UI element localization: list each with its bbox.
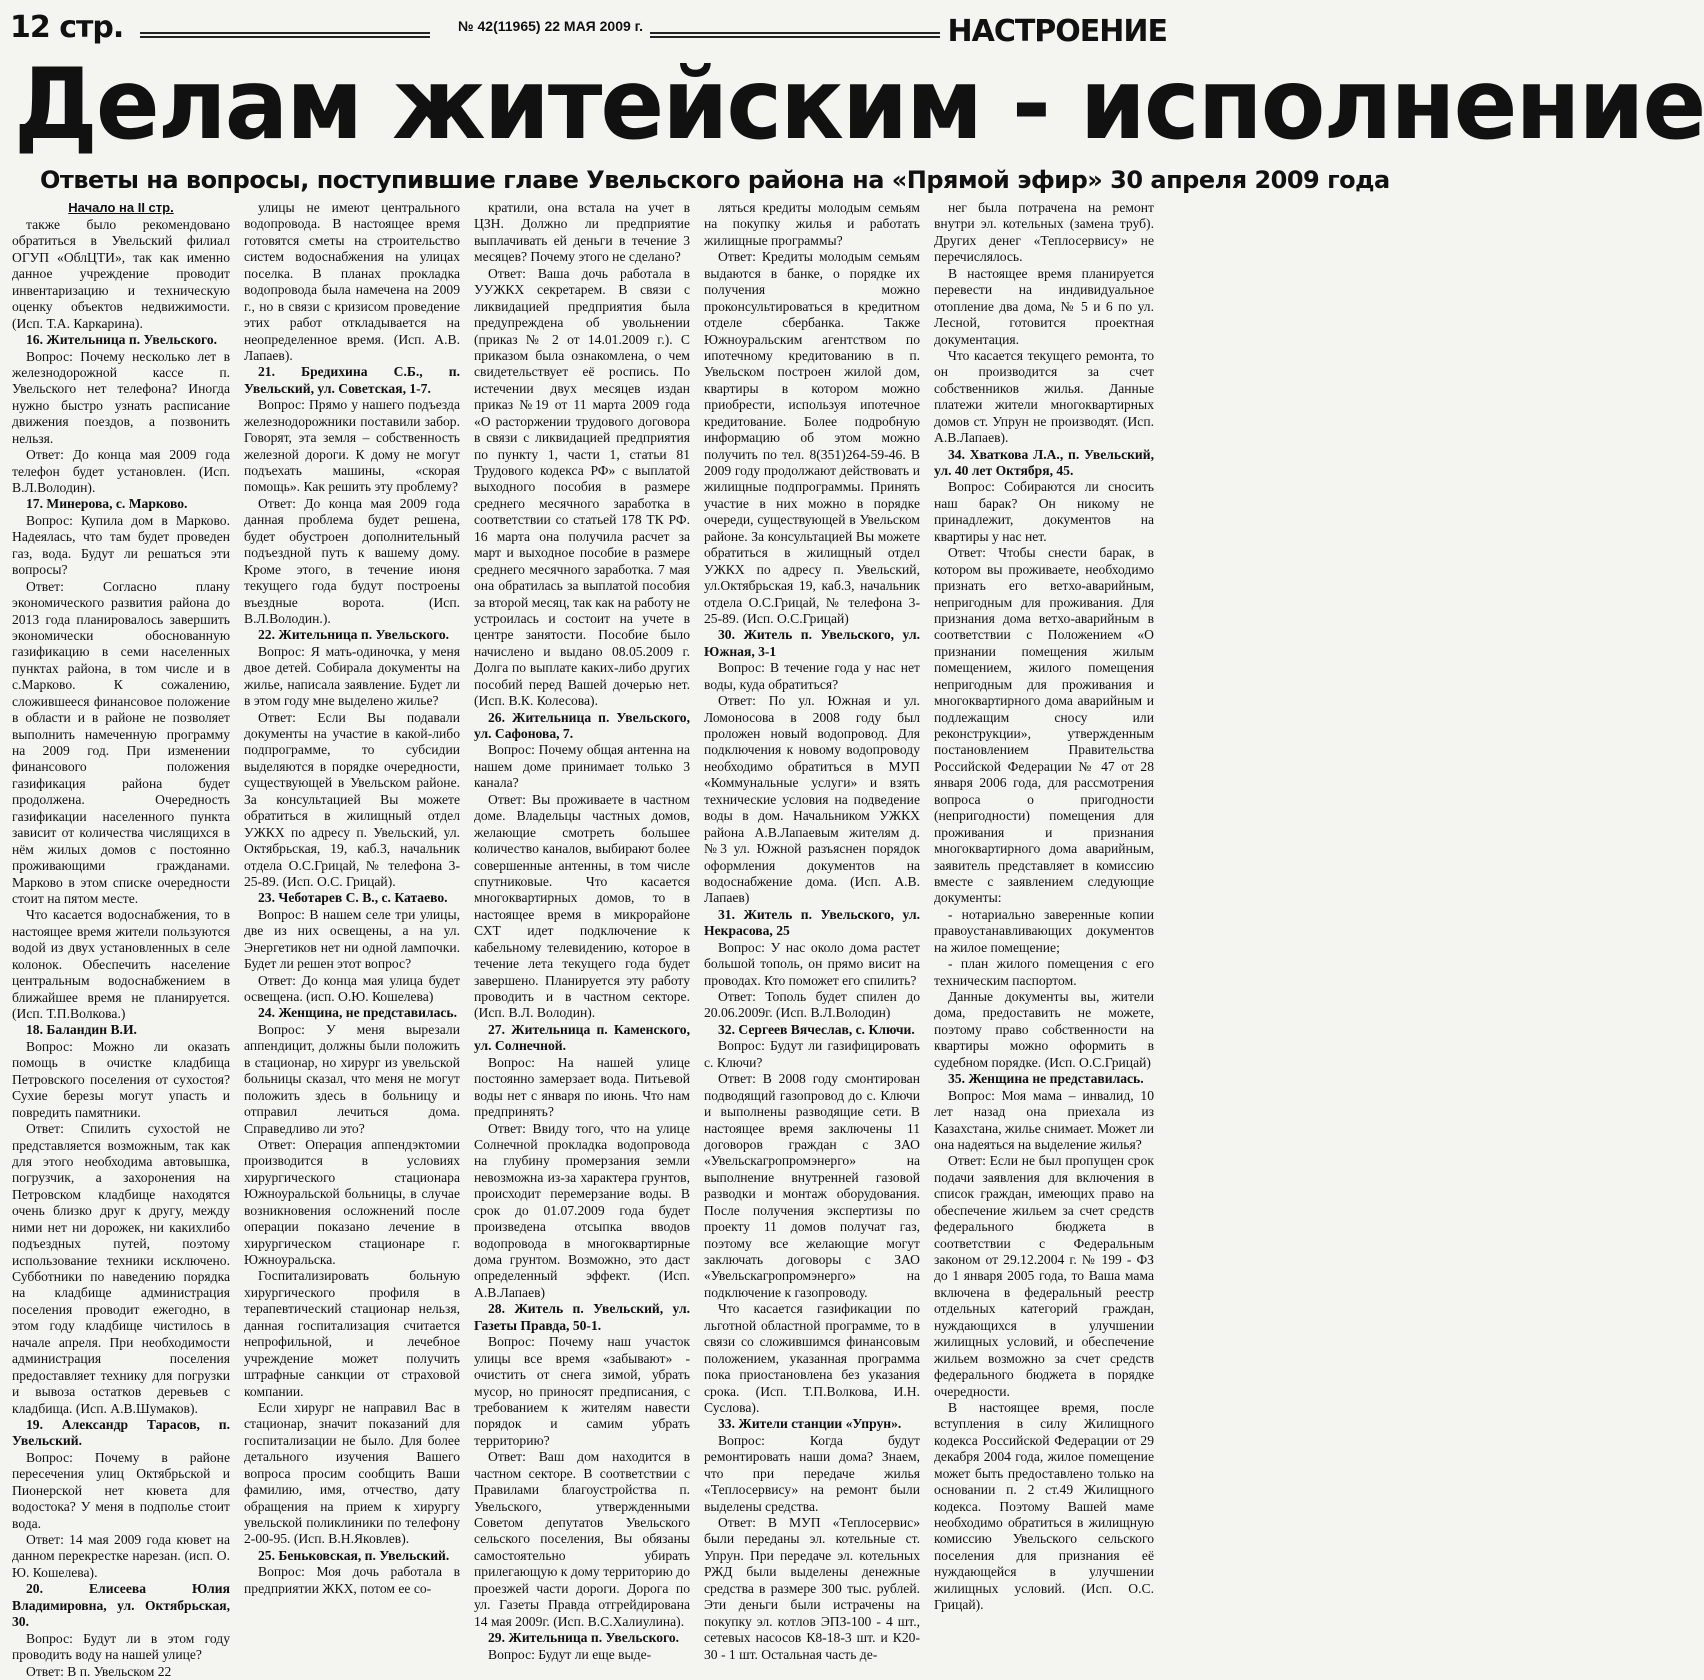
paragraph: Вопрос: У меня вырезали аппендицит, должны были положить в стационар, но хирург из увельской больницы сказал, что меня не могут положить здесь в больницу и отправил лечиться дома. Справедливо ли это? xyxy=(244,1021,460,1136)
paragraph: Вопрос: У нас около дома растет большой тополь, он прямо висит на проводах. Кто поможет его спилить? xyxy=(704,939,920,988)
paragraph: Ответ: Ваш дом находится в частном секторе. В соответствии с Правилами благоустройства п. Увельского, утвержденными Советом депутатов Увельского сельского поселения, Вы обязаны самостоятельно убирать прилегающую к дому территорию до проезжей части дороги. Дорога по ул. Газеты Правда отгрейдирована 14 мая 2009г. (Исп. В.С.Халиулина). xyxy=(474,1449,690,1629)
header-rule-left xyxy=(140,32,430,38)
paragraph: Ответ: Тополь будет спилен до 20.06.2009г. (Исп. В.Л.Володин) xyxy=(704,989,920,1021)
section-rubric: НАСТРОЕНИЕ xyxy=(947,14,1167,49)
paragraph: - нотариально заверенные копии правоустанавливающих документов на жилое помещение; xyxy=(934,906,1154,955)
paragraph: Вопрос: Будут ли газифицировать с. Ключи? xyxy=(704,1038,920,1070)
paragraph: Ответ: Ввиду того, что на улице Солнечной прокладка водопровода на глубину промерзания земли невозможна из-за характера грунтов, происходит перемерзание воды. В срок до 01.07.2009 года будет произведена отсыпка вводов водопровода в многоквартирные дома грунтом. Возможно, это даст определенный эффект. (Исп. А.В.Лапаев) xyxy=(474,1120,690,1300)
paragraph: 24. Женщина, не представилась. xyxy=(258,1005,458,1021)
paragraph: Вопрос: Почему общая антенна на нашем доме принимает только 3 канала? xyxy=(474,742,690,791)
paragraph: 16. Жительница п. Увельского. xyxy=(26,332,218,348)
paragraph: 27. Жительница п. Каменского, ул. Солнечной. xyxy=(474,1021,690,1054)
paragraph: Ответ: В МУП «Теплосервис» были переданы эл. котельные ст. Упрун. При передаче эл. котельных РЖД были выделены денежные средства в размере 300 тыс. рублей. Эти деньги были истрачены на покупку эл. котлов ЭПЗ-100 - 4 шт., сетевых насосов К8-18-3 шт. и К20-30 - 1 шт. Остальная часть де- xyxy=(704,1515,920,1662)
article-column-1 xyxy=(12,200,230,1679)
paragraph: 30. Житель п. Увельского, ул. Южная, 3-1 xyxy=(704,627,920,659)
paragraph: 20. Елисеева Юлия Владимировна, ул. Октябрьская, 30. xyxy=(12,1581,230,1630)
paragraph: Ответ: Чтобы снести барак, в котором вы проживаете, необходимо признать его ветхо-аварийным, непригодным для проживания. Для признания дома ветхо-аварийным в соответствии с Положением «О признании помещения жилым помещением, жилого помещения непригодным для проживания и многоквартирного дома аварийным и подлежащим сносу или реконструкции», утвержденным постановлением Правительства Российской Федерации № 47 от 28 января 2006 года, для рассмотрения вопроса о пригодности (непригодности) помещения для проживания и признания многоквартирного дома аварийным, заявитель представляет в комиссию вместе с заявлением следующие документы: xyxy=(934,545,1154,906)
paragraph: 21. Бредихина С.Б., п. Увельский, ул. Советская, 1-7. xyxy=(244,364,460,396)
paragraph: Вопрос: Будут ли еще выде- xyxy=(488,1646,652,1662)
paragraph: - план жилого помещения с его техническим паспортом. xyxy=(934,956,1154,988)
paragraph: Вопрос: Моя мама – инвалид, 10 лет назад она приехала из Казахстана, жилье снимает. Может ли она надеяться на выделение жилья? xyxy=(934,1087,1154,1152)
paragraph: ляться кредиты молодым семьям на покупку жилья и работать жилищные программы? xyxy=(704,200,920,248)
paragraph: Вопрос: Прямо у нашего подъезда железнодорожники поставили забор. Говорят, эта земля – собственность железной дороги. К дому не могут подъехать машины, «скорая помощь». Как решить эту проблему? xyxy=(244,397,460,495)
paragraph: 17. Минерова, с. Марково. xyxy=(26,496,188,512)
article-column-3 xyxy=(474,200,690,1662)
paragraph: Вопрос: Можно ли оказать помощь в очистке кладбища Петровского поселения от сухостоя? Сухие березы могут упасть и повредить памятники. xyxy=(12,1038,230,1120)
paragraph: 32. Сергеев Вячеслав, с. Ключи. xyxy=(718,1021,915,1037)
paragraph: Что касается текущего ремонта, то он производится за счет собственников жилья. Данные платежи жители многоквартирных домов ст. Упрун не производят. (Исп. А.В.Лапаев). xyxy=(934,347,1154,446)
paragraph: Вопрос: Купила дом в Марково. Надеялась, что там будет проведен газ, вода. Будут ли решаться эти вопросы? xyxy=(12,512,230,578)
paragraph: 25. Беньковская, п. Увельский. xyxy=(258,1547,450,1563)
continuation-note: Начало на II стр. xyxy=(68,200,174,215)
article-column-4 xyxy=(704,200,920,1662)
paragraph: Госпитализировать больную хирургического профиля в терапевтический стационар нельзя, данная госпитализация считается непрофильной, и лечебное учреждение может получить штрафные санкции от страховой компании. xyxy=(244,1268,460,1399)
paragraph: 22. Жительница п. Увельского. xyxy=(258,627,450,643)
page-number: 12 стр. xyxy=(10,10,124,45)
paragraph: В настоящее время планируется перевести на индивидуальное отопление два дома, № 5 и 6 по ул. Лесной, готовится проектная документация. xyxy=(934,265,1154,347)
article-column-2 xyxy=(244,200,460,1640)
paragraph: 18. Баландин В.И. xyxy=(26,1022,137,1038)
paragraph: Данные документы вы, жители дома, предоставить не можете, поэтому право собственности на квартиры можно оформить в судебном порядке. (Исп. О.С.Грицай) xyxy=(934,989,1154,1070)
paragraph: улицы не имеют центрального водопровода. В настоящее время готовятся сметы на строительство систем водоснабжения на улицах поселка. В планах прокладка водопровода была намечена на 2009 г., но в связи с кризисом проведение этих работ откладывается на неопределенное время. (Исп. А.В. Лапаев). xyxy=(244,200,460,363)
paragraph: Ответ: Если Вы подавали документы на участие в какой-либо подпрограмме, то субсидии выделяются в порядке очередности, существующей в Увельском районе. За консультацией Вы можете обратиться в жилищный отдел УЖКХ по адресу п. Увельский, ул. Октябрьская, 19, каб.3, начальник отдела О.С.Грицай, № телефона 3-25-89. (Исп. О.С. Грицай). xyxy=(244,709,460,889)
paragraph: Ответ: В 2008 году смонтирован подводящий газопровод до с. Ключи и выполнены разводящие сети. В настоящее время заключены 11 договоров граждан с ЗАО «Увельскагропромэнерго» на выполнение внутренней газовой разводки и монтаж оборудования. После получения экспертизы по проекту 11 домов получат газ, поэтому все желающие могут заключать договоры с ЗАО «Увельскагропромэнерго» на подключение к газопроводу. xyxy=(704,1071,920,1300)
header-rule-right xyxy=(650,32,940,38)
paragraph: Вопрос: Моя дочь работала в предприятии ЖКХ, потом ее со- xyxy=(244,1564,460,1596)
paragraph: 26. Жительница п. Увельского, ул. Сафонова, 7. xyxy=(474,709,690,741)
paragraph: Ответ: Ваша дочь работала в УУЖКХ секретарем. В связи с ликвидацией предприятия была предупреждена об увольнении (приказ № 2 от 14.01.2009 г.). С приказом была ознакомлена, о чем свидетельствует её роспись. По истечении двух месяцев издан приказ №19 от 11 марта 2009 года «О расторжении трудового договора в связи с ликвидацией предприятия по пункту 1, части 1, статьи 81 Трудового кодекса РФ» с выплатой выходного пособия в размере среднего месячного заработка в соответствии со статьей 178 ТК РФ. 16 марта она получила расчет за март и выходное пособие в размере среднего месячного заработка. 7 мая она обратилась за выплатой пособия за второй месяц, так как на работу не устроилась и состоит на учете в центре занятости. Пособие было начислено и выдано 08.05.2009 г. Долга по выплате каких-либо других пособий перед Вашей дочерью нет. (Исп. В.К. Колесова). xyxy=(474,265,690,709)
paragraph: также было рекомендовано обратиться в Увельский филиал ОГУП «ОблЦТИ», так как именно данное учреждение проводит инвентаризацию и техническую оценку объектов недвижимости.(Исп. Т.А. Каркарина). xyxy=(12,217,230,331)
paragraph: 34. Хваткова Л.А., п. Увельский, ул. 40 лет Октября, 45. xyxy=(934,446,1154,478)
paragraph: Вопрос: Почему несколько лет в железнодорожной кассе п. Увельского нет телефона? Иногда нужно быстро узнать расписание движения поездов, а позвонить нельзя. xyxy=(12,348,230,446)
paragraph: Вопрос: В нашем селе три улицы, две из них освещены, а на ул. Энергетиков нет ни одной лампочки. Будет ли решен этот вопрос? xyxy=(244,906,460,972)
paragraph: кратили, она встала на учет в ЦЗН. Должно ли предприятие выплачивать ей деньги в течение 3 месяцев? Почему этого не сделано? xyxy=(474,200,690,265)
paragraph: 23. Чеботарев С. В., с. Катаево. xyxy=(258,890,448,906)
paragraph: Ответ: До конца мая 2009 года данная проблема будет решена, будет обустроен дополнительный подъездной путь к вашему дому. Кроме этого, в течение июня текущего года будут построены въездные ворота. (Исп. В.Л.Володин.). xyxy=(244,495,460,626)
paragraph: Ответ: Операция аппендэктомии производится в условиях хирургического стационара Южноуральской больницы, в случае возникновения осложнений после операции показано лечение в хирургическом стационаре г. Южноуральска. xyxy=(244,1136,460,1267)
paragraph: Ответ: Вы проживаете в частном доме. Владельцы частных домов, желающие смотреть большее количество каналов, выбирают более совершенные антенны, в том числе спутниковые. Что касается многоквартирных домов, то в настоящее время в микрорайоне СХТ идет подключение к кабельному телевидению, которое в течение лета текущего года будет завершено. Планируется эту работу проводить и в частном секторе. (Исп. В.Л. Володин). xyxy=(474,791,690,1021)
subheadline: Ответы на вопросы, поступившие главе Увельского района на «Прямой эфир» 30 апреля 2009 года xyxy=(40,166,1390,194)
paragraph: Ответ: Кредиты молодым семьям выдаются в банке, о порядке их получения можно проконсультироваться в кредитном отделе сбербанка. Также Южноуральским агентством по ипотечному кредитованию в п. Увельском построен жилой дом, квартиры в котором можно приобрести, используя ипотечное кредитование. Более подробную информацию об этом можно получить по тел. 8(351)264-59-46. В 2009 году продолжают действовать и жилищные подпрограммы. Принять участие в них можно в порядке очереди, существующей в Увельском районе. За консультацией Вы можете обратиться в жилищный отдел УЖКХ по адресу п. Увельский, ул.Октябрьская 19, каб.3, начальник отдела О.С.Грицай, № телефона 3-25-89. (Исп. О.С.Грицай) xyxy=(704,249,920,626)
paragraph: Вопрос: На нашей улице постоянно замерзает вода. Питьевой воды нет с января по июнь. Что нам предпринять? xyxy=(474,1054,690,1120)
paragraph: 19. Александр Тарасов, п. Увельский. xyxy=(12,1416,230,1449)
paragraph: Ответ: До конца мая 2009 года телефон будет установлен. (Исп. В.Л.Володин). xyxy=(12,447,230,495)
paragraph: Ответ: Согласно плану экономического развития района до 2013 года планировалось завершить экономически обоснованную газификацию в семи населенных пунктах района, в том числе и в с.Марково. К сожалению, сложившееся финансовое положение в области и в районе не позволяет выполнить намеченную программу на 2009 год. При изменении финансового положения газификация района будет продолжена. Очередность газификации населенного пункта зависит от количества числящихся в нём жилых домов с постоянно проживающими гражданами. Марково в этом списке очередности стоит на пятом месте. xyxy=(12,578,230,906)
paragraph: Вопрос: Когда будут ремонтировать наши дома? Знаем, что при передаче жилья «Теплосервису» на ремонт были выделены средства. xyxy=(704,1432,920,1514)
paragraph: Вопрос: В течение года у нас нет воды, куда обратиться? xyxy=(704,660,920,692)
paragraph: 35. Женщина не представилась. xyxy=(948,1071,1144,1087)
paragraph: Ответ: Спилить сухостой не представляется возможным, так как для этого необходима автовышка, погрузчик, а захоронения на Петровском кладбище находятся очень близко друг к другу, между ними нет ни дорожек, ни какихлибо подъездных путей, поэтому использование техники исключено. Субботники по наведению порядка на кладбище администрация поселения проводит ежегодно, в этом году кладбище чистилось в начале апреля. При необходимости администрация поселения предоставляет технику для погрузки и вывоза остатков деревьев с кладбища. (Исп. А.В.Шумаков). xyxy=(12,1121,230,1416)
headline: Делам житейским - исполнение xyxy=(14,48,1704,162)
paragraph: 29. Жительница п. Увельского. xyxy=(488,1630,680,1646)
page-header xyxy=(10,10,1167,50)
paragraph: Вопрос: Я мать-одиночка, у меня двое детей. Собирала документы на жилье, написала заявление. Будет ли в этом году мне выделено жилье? xyxy=(244,643,460,709)
paragraph: 33. Жители станции «Упрун». xyxy=(718,1416,902,1432)
article-column-5 xyxy=(934,200,1154,1640)
paragraph: Ответ: По ул. Южная и ул. Ломоносова в 2008 году был проложен новый водопровод. Для подключения к новому водопроводу необходимо обратиться в МУП «Коммунальные услуги» и взять технические условия на подведение воды в дом. Начальником УЖКХ района А.В.Лапаевым жителям д. №3 ул. Южной разъяснен порядок оформления документов на водоснабжение дома. (Исп. А.В. Лапаев) xyxy=(704,693,920,906)
paragraph: 31. Житель п. Увельского, ул. Некрасова, 25 xyxy=(704,906,920,939)
paragraph: Вопрос: Почему наш участок улицы все время «забывают» - очистить от снега зимой, убрать мусор, но приносят предписания, с требованием к жителям навести порядок и самим убрать территорию? xyxy=(474,1334,690,1448)
paragraph: Ответ: До конца мая улица будет освещена. (исп. О.Ю. Кошелева) xyxy=(244,972,460,1004)
paragraph: Вопрос: Почему в районе пересечения улиц Октябрьской и Пионерской нет кювета для водостока? У меня в подполье стоит вода. xyxy=(12,1449,230,1531)
paragraph: Ответ: 14 мая 2009 года кювет на данном перекрестке нарезан. (исп. О. Ю. Кошелева). xyxy=(12,1532,230,1580)
paragraph: Если хирург не направил Вас в стационар, значит показаний для госпитализации не было. Для более детального изучения Вашего вопроса просим сообщить Ваши фамилию, имя, отчество, дату обращения на прием к хирургу увельской поликлиники по телефону 2-00-95. (Исп. В.Н.Яковлев). xyxy=(244,1399,460,1547)
paragraph: Вопрос: Будут ли в этом году проводить воду на нашей улице? xyxy=(12,1630,230,1663)
paragraph: Ответ: Если не был пропущен срок подачи заявления для включения в список граждан, имеющих право на обеспечение жильем за счет средств федерального бюджета в соответствии с Федеральным законом от 29.12.2004 г. № 199 - ФЗ до 1 января 2005 года, то Ваша мама включена в федеральный реестр отдельных категорий граждан, нуждающихся в улучшении жилищных условий, и обеспечение жильем возможно за счет средств федерального бюджета в порядке очередности. xyxy=(934,1153,1154,1399)
paragraph: 28. Житель п. Увельский, ул. Газеты Правда, 50-1. xyxy=(474,1301,690,1333)
paragraph: нег была потрачена на ремонт внутри эл. котельных (замена труб). Других денег «Теплосервису» не перечислялось. xyxy=(934,200,1154,265)
paragraph: Вопрос: Собираются ли сносить наш барак? Он никому не принадлежит, документов на квартиры у нас нет. xyxy=(934,479,1154,544)
paragraph: Ответ: В п. Увельском 22 xyxy=(26,1663,172,1679)
paragraph: Что касается газификации по льготной областной программе, то в связи со сложившимся финансовым положением, указанная программа пока приостановлена без указания срока. (Исп. Т.П.Волкова, И.Н. Суслова). xyxy=(704,1301,920,1415)
issue-info: № 42(11965) 22 МАЯ 2009 г. xyxy=(458,18,643,34)
paragraph: Что касается водоснабжения, то в настоящее время жители пользуются водой из двух установленных в селе колонок. Обеспечить население центральным водоснабжением в ближайшее время не планируется. (Исп. Т.П.Волкова.) xyxy=(12,907,230,1021)
paragraph: В настоящее время, после вступления в силу Жилищного кодекса Российской Федерации от 29 декабря 2004 года, жилое помещение может быть предоставлено только на основании п. 2 ст.49 Жилищного кодекса. Поэтому Вашей маме необходимо обратиться в жилищную комиссию Увельского сельского поселения для признания её нуждающейся в улучшении жилищных условий. (Исп. О.С. Грицай). xyxy=(934,1399,1154,1613)
